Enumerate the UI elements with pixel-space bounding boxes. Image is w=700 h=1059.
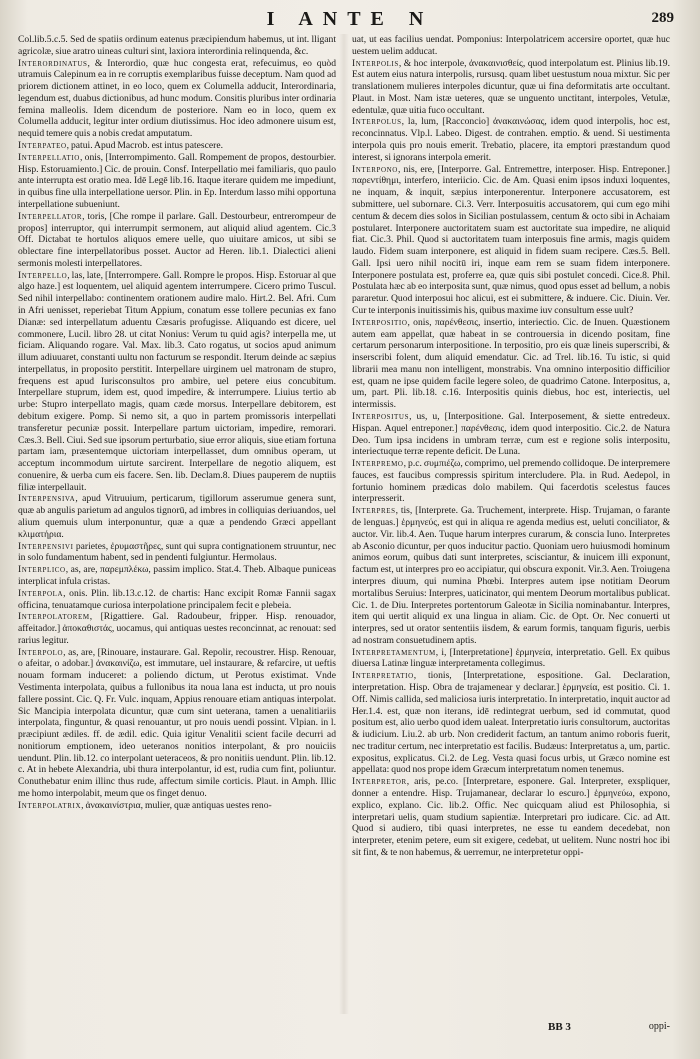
entry-headword: Interpensiva bbox=[18, 493, 76, 505]
dictionary-entry bbox=[352, 58, 670, 117]
right-column bbox=[352, 34, 670, 859]
entry-text: , as, are, παρεμπλέκω, passim implico. Stat.4. Theb. Albaque puniceas interplicat infula cristas. bbox=[18, 564, 336, 587]
entry-text: , toris, [Che rompe il parlare. Gall. Destourbeur, entrerompeur de propos] interruptor, qui interrumpit sermonem, aut aliquid aliud agentem. Cic.3 Off. Dictabat te hortulos aliquos emere uelle, quo uiuitare amicos, ut sibi se oblectare fine interpellatoribus posset. Auctor ad Heren. lib.1. Dialectici alieni sermonis molesti interpellatores. bbox=[18, 210, 336, 269]
entry-headword: Interpolo bbox=[18, 646, 64, 658]
page-number: 289 bbox=[651, 10, 674, 26]
entry-text: , ἀνακαινίστρια, mulier, quæ antiquas uestes reno- bbox=[81, 799, 272, 811]
entry-headword: Interpolatrix bbox=[18, 799, 82, 811]
dictionary-entry bbox=[352, 458, 670, 505]
entry-text: uat, ut eas facilius uendat. Pomponius: Interpolatricem accersire oportet, quæ huc uestem uelim adducat. bbox=[352, 34, 670, 57]
dictionary-entry bbox=[18, 140, 336, 152]
entry-headword: Interpellator bbox=[18, 210, 83, 222]
entry-text: , patui. Apud Macrob. est intus patescere. bbox=[66, 140, 223, 152]
dictionary-entry bbox=[352, 647, 670, 671]
entry-headword: Interpateo bbox=[18, 140, 67, 152]
entry-headword: Interpensivi bbox=[18, 540, 74, 552]
entry-headword: Interplico bbox=[18, 564, 66, 576]
entry-headword: Interpretamentum bbox=[352, 646, 436, 658]
left-column bbox=[18, 34, 336, 812]
dictionary-entry bbox=[18, 493, 336, 540]
dictionary-entry bbox=[352, 34, 670, 58]
dictionary-entry bbox=[352, 317, 670, 411]
entry-headword: Interpola bbox=[18, 587, 64, 599]
dictionary-entry bbox=[352, 116, 670, 163]
entry-headword: Interpolis bbox=[352, 57, 399, 69]
entry-text: Col.lib.5.c.5. Sed de spatiis ordinum eatenus præcipiendum habemus, ut int. lligant agricolæ, siue aratro uineas culturi sint, laxiora interordinia relinquenda, &c. bbox=[18, 34, 336, 57]
page-footer bbox=[352, 1021, 670, 1037]
entry-headword: Interpositio bbox=[352, 316, 408, 328]
running-title: I ANTE N bbox=[266, 8, 434, 30]
entry-text: parietes, ἐρυμαστῆρες, sunt qui supra contignationem struuntur, nec in solo fundamentum habent, sed in pendenti fulgiuntur. Hermolaus. bbox=[18, 540, 336, 564]
entry-headword: Interpolatorem bbox=[18, 611, 90, 623]
entry-text: , as, are, [Rinouare, instaurare. Gal. Repolir, recoustrer. Hisp. Renouar, o afeitar, o adobar.] ἀνακαινίζω, est immutare, uel instaurare, & refarcire, ut ueftis nouam formam induceret: a poliendo dictum, ut Perotus existimat. Vnde Vestimenta interpolata, quibus a fullonibus ita noua lana est inducta, ut pro nouis fallere possint. Cic. Q. Fr. Vulc. inquam, Appius renouare etiam antiquas interpolat. Sic Mancipia interpolata dicuntur, quæ cum sint ueterana, tamen a uenalitiariis interpolata, finguntur, & quasi renouantur, ut pro nouis uendi possint. Vlpian. in l. præcipiunt ædiles. ff. de ædil. edic. Quia igitur Venalitii scient facile decurri ad nonitiorum emptionem, ideo ueteranos nonitios interpolant, & pro nouiciis uendunt. Plin. lib.12. co interpolant ueteraceos, & pro nonitiis uendunt. Plin. lib.12. c. At in hebete Alexandria, ubi thura interpolantur, id est, rudia cum fint, poliuntur. Conuthebatur enim illinc thus rude, affectum simile corticis. Plaut. in Amph. Illic me homo interpolabit, meum que os finget denuo. bbox=[18, 646, 336, 799]
dictionary-entry bbox=[18, 34, 336, 58]
entry-text: , & Interordio, quæ huc congesta erat, refecuimus, eo quòd utramuis Calepinum ea in re corruptis exemplaribus fuisse deceptum. Nam quod ad priorem dictionem attinet, in eo loco, quem ex Columella adducit, Interordinaria, legendum est, duabus dictionibus, ad hunc modum. Consitis pluribus inter ordinaria femina malleolis. Idem dicendum de posteriore. Nam eo in loco, quem ex Columella adducit, legitur inter ordium diutissimus. Hoc ideo admonere uisum est, nequid temere quis a nobis credat amputatum. bbox=[18, 57, 336, 140]
dictionary-entry bbox=[18, 211, 336, 270]
dictionary-entry bbox=[18, 611, 336, 646]
running-header bbox=[20, 8, 680, 34]
entry-text: , aris, pe.co. [Interpretare, esponere. Gal. Interpreter, exspliquer, donner a entendre. Hisp. Trujamanear, declarar lo escuro.] ἑρμηνεύω, expono, explico, explano. Cic. lib.2. Offic. Nec quicquam aliud est Philosophia, si interpretari uelis, quam studium sapientiæ. Interpretari pro iudicare. Cic. ad Att. Quod si audiero, tibi quasi interpretes, ne esse tu eandem decedebat, non interpreter, etenim petere, eum sit exigere, cedebat, ut uelitem. Nunc nostri hoc ibi sit fint, & te non habemus, & uerremur, ne interpretetur oppi- bbox=[352, 776, 670, 858]
dictionary-entry bbox=[352, 505, 670, 646]
signature-mark: BB 3 bbox=[548, 1021, 571, 1033]
entry-headword: Interpello bbox=[18, 269, 68, 281]
entry-text: , las, late, [Interrompere. Gall. Rompre le propos. Hisp. Estoruar al que algo haze.] est loquentem, uel aliquid agentem interrumpere. Cicero primo Tuscul. Sed nihil interpellabo: continentem orationem audire malo. Hirt.2. Bel. Afri. Cum in Afri uenisset, reperiebat Titum Appium, conatum esse tollere pecunias ex fano Dianæ: sed interpellatum aduentu Cæsaris profugisse. Aliquando est dicere, uel commonere, Lucil. libro 28. ut citat Nonius: Verum tu quid agis? interpella me, ut ficiam. Aliquando rogare. Val. Max. lib.3. Cato rogatus, ut socios apud animum illum adiuuaret, constanti uultu non facturum se respondit. Iterum deinde ac sæpius interpellatus, in proposito perstitit. Interpellare uirginem uel matronam de stupro, frequens est apud Iurisconsultos pro ambire, uel petere eius concubitum. Interpellare stuprum, idem est, quod impedire, & interrumpere. Liuius tertio ab urbe: Stupro interpellato magis, quam cæde morsus. Interpellare debitorem, est debitum exigere. Pomp. Si nemo sit, a quo in partem promissoris interpellati transferetur pecuniæ possit. Interpellare partum uictoriam, impedire, remorari. Cæs.3. Bell. Ciui. Sed sue ipsorum perturbatio, siue error aliquis, siue etiam fortuna partam iam, præsentemque uictoriam interpellasset, dum omnibus operam, ut acceptum incommodum uirtute sarcirent. Interpellare de negotio aliquem, est conuenire, & uerba cum eis facere. Sen. lib. Declam.8. Diues pauperem de nuptiis filiæ interpellauit. bbox=[18, 269, 336, 493]
entry-text: , tis, [Interprete. Ga. Truchement, interprete. Hisp. Trujaman, o farante de lenguas.] ἑρμηνεύς, est qui in aliqua re agenda medius est, ueluti conciliator, & auctor. Vir. lib.4. Aen. Tuque harum interpres curarum, & conscia Iuno. Interpretes ab Asconio dicuntur, per quos inducitur pactio. Quoniam uero huiusmodi hominum animos eorum, quibus dati sunt interpretes, scisciantur, & inuicem illi exponunt, factum est, ut interpres pro eo accipiatur, qui obscura exponit. Vir.3. Aen. Troiugena interpres diuum, qui numina Phœbi. Interpres autem ipse notitiam Deorum mortalibus Seruius: Interpres, uaticinator, qui mentem Deorum mortalibus publicat. Cic. 1. de Diu. Interpretes portentorum Galeotæ in Sicilia nominabantur. Interpres, item qui uertit aliquid ex una lingua in aliam. Cic. de Opt. Or. Nec conuerti ut interpres, sed ut orator sententiis iisdem, & earum formis, tanquam figuris, uerbis ad nostram consuetudinem aptis. bbox=[352, 505, 670, 646]
entry-text: , onis, παρένθεσις, insertio, interiectio. Cic. de Inuen. Quæstionem autem eam appellat, quæ habeat in se controuersia in dicendo positam, fine certarum personarum interpositione. In terpositio, pro eis quæ lineis superscribi, & inserscribi folent, dum aliquid emendatur. Cic. ad Trel. lib.16. Tu istic, si quid librarii mea manu non intelligent, monstrabis. Vna omnino interpositio difficilior est, quam ne ipse quidem facile legere soleo, de quadrimo Catone. Interpositus, a, um, part. Pli. lib.18. c.16. Interpositis quinis diebus, hoc est, interiectis, uel intermissis. bbox=[352, 316, 670, 411]
entry-text: , us, u, [Interpositione. Gal. Interposement, & siette entredeux. Hispan. Aquel entreponer.] παρένθεσις, idem quod interpositio. Cic.2. de Natura Deo. Tum ipsa incidens in umbram terræ, cum est e regione solis interpositu, interiectuque terræ repente deficit. De Luna. bbox=[352, 411, 670, 458]
entry-text: , & hoc interpole, ἀνακαινισθείς, quod interpolatum est. Plinius lib.19. Est autem eius natura interpolis, rursusq. quam libet uestustum noua mixtur. Sic per translationem mulieres interpoles dicuntur, quæ ui fina deformitatis arte occultant. Plaut. in Most. Nam istæ ueteres, quæ se unguento unctitant, interpoles, Vetulæ, edentulæ, quæ uitia fuco occultant. bbox=[352, 57, 670, 116]
dictionary-entry bbox=[18, 270, 336, 494]
entry-headword: Interpretor bbox=[352, 776, 407, 788]
entry-headword: Interpositus bbox=[352, 411, 410, 422]
entry-text: , onis, [Interrompimento. Gall. Rompement de propos, destourbier. Hisp. Estoruamiento.] Cic. de prouin. Consf. Interpellatio mei familiaris, quo paulo ante interrupta est oratio mea. Idē Legē lib.16. Itaque iterare quidem me impediunt, in quibus fine ulla interpellatione uersor. Plin. in Ep. Interdum lasso mihi opportuna interpellatione subueniunt. bbox=[18, 151, 336, 210]
dictionary-entry bbox=[18, 564, 336, 588]
entry-headword: Interordinatus bbox=[18, 57, 88, 69]
entry-headword: Interpono bbox=[352, 163, 398, 175]
dictionary-entry bbox=[18, 58, 336, 140]
entry-text: , la, lum, [Racconcio] ἀνακαινώσας, idem quod interpolis, hoc est, reconcinnatus. Vlp.l. Labeo. Digest. de contrahen. emptio. & uend. Si uestimenta interpola quis pro nouis emerit. Trebatio, placere, ita emptori præstandum quod interest, si ignorans interpola emerit. bbox=[352, 116, 670, 163]
entry-text: , onis. Plin. lib.13.c.12. de chartis: Hanc excipit Romæ Fannii sagax officina, tenuatamque curiosa interpolatione principalem fecit e plebeia. bbox=[18, 587, 336, 611]
dictionary-entry bbox=[352, 776, 670, 858]
dictionary-entry bbox=[352, 670, 670, 776]
entry-text: , tionis, [Interpretatione, espositione. Gal. Declaration, interpretation. Hisp. Obra de trajamenear y declarar.] ἑρμηνεία, est positio. Ci. 1. Off. Nimis callida, sed maliciosa iuris interpretatio. In interpretatio, inquit auctor ad Her.1.4. est, quæ non iterans, idē redintegrat uerbum, sed id commutat, quod positum est, alio uerbo quod idem ualeat. Interpretatio iuris consultorum, auctoritas & iudicium. Liu.2. ab urb. Non crediderit factum, an tantum animo roboris fuerit, nec traditur certum, nec interpretatio est facilis. Budæus: Interpretatus a, um, partic. expositus, explicatus. Ci.2. de Leg. Vesta quasi focus urbis, ut Græco nomine est appellata: quod nos prope idem Græcum interpretatum nomen tenemus. bbox=[352, 670, 670, 776]
entry-headword: Interpretatio bbox=[352, 670, 414, 682]
dictionary-entry bbox=[352, 164, 670, 317]
dictionary-entry bbox=[18, 541, 336, 565]
entry-text: , nis, ere, [Interporre. Gal. Entremettre, interposer. Hisp. Entreponer.] παρεντίθημι, interfero, interiicio. Cic. de Am. Quasi enim ipsos induxi loquentes, ne inquam, & inquit, sæpius interponerentur. Interponere accusatorem, est submittere, uel subornare. Ci.3. Verr. Interposuitis accusatorem, qui cum ego mihi centum & decem dies solos in Sicilian postulassem, centum & octo sibi in Achaiam postularet. Interponere auctoritatem suam est auctoritate sua impedire, ne aliquid fiat. Cic.3. Phil. Quod si auctoritatem tuam interposuis fine armis, magis quidem laudo. Fidem suam interponere, est aliquid in fidem suam recipere. Cæs.5. Bell. Gall. Ipsi uero nihil nocitū iri, inque eam rem se suam fidem interponere. Interponere postulata est, proferre ea, quæ quis sibi postulet concedi. Cice.8. Phil. Postulata hæc ab eo interposita sunt, quæ nimus, quod opus esset ad bellum, a nobis pararetur. Quod interposui hoc alicui, est ei submittere, & induere. Cic. Diuin. Ver. Cur te interponis inuitissimis his, quibus maxime iuv consultum esse uult? bbox=[352, 163, 670, 316]
entry-headword: Interpres bbox=[352, 505, 396, 517]
entry-text: , i, [Interpretatione] ἑρμηνεία, interpretatio. Gell. Ex quibus diuersa Latinæ linguæ interpretamenta collegimus. bbox=[352, 646, 670, 670]
catchword: oppi- bbox=[648, 1021, 670, 1032]
entry-text: , p.c. συμπιέζω, comprimo, uel premendo collidoque. De interpremere fauces, est faucibus compressis spiritum intercludere. Pla. in Rud. Aedepol, in fortunio hominem prædicas dolo mabilem. Qui facerdotis scelestus fauces interpresserit. bbox=[352, 458, 670, 505]
entry-headword: Interpellatio bbox=[18, 151, 80, 163]
dictionary-entry bbox=[18, 152, 336, 211]
dictionary-entry bbox=[18, 647, 336, 800]
entry-text: , [Rigattiere. Gal. Radoubeur, fripper. Hisp. renouador, affeitador.] ἀποκαθιστάς, uocamus, qui antiquas uestes reconcinnat, ac renouat: sed rarius legitur. bbox=[18, 611, 336, 646]
dictionary-entry bbox=[18, 800, 336, 812]
column-gutter bbox=[339, 34, 349, 1014]
dictionary-entry bbox=[352, 411, 670, 458]
entry-headword: Interpolus bbox=[352, 116, 402, 128]
entry-text: , apud Vitruuium, perticarum, tigillorum asserumue genera sunt, quæ ab angulis parietum ad angulos tignorū, ad imbres in colliquias deriuandos, uel alium quemuis ulum interponuntur, quæ a quæ a pendendo Græci appellant κλιματήρια. bbox=[18, 493, 336, 540]
dictionary-entry bbox=[18, 588, 336, 612]
entry-headword: Interpremo bbox=[352, 458, 404, 470]
